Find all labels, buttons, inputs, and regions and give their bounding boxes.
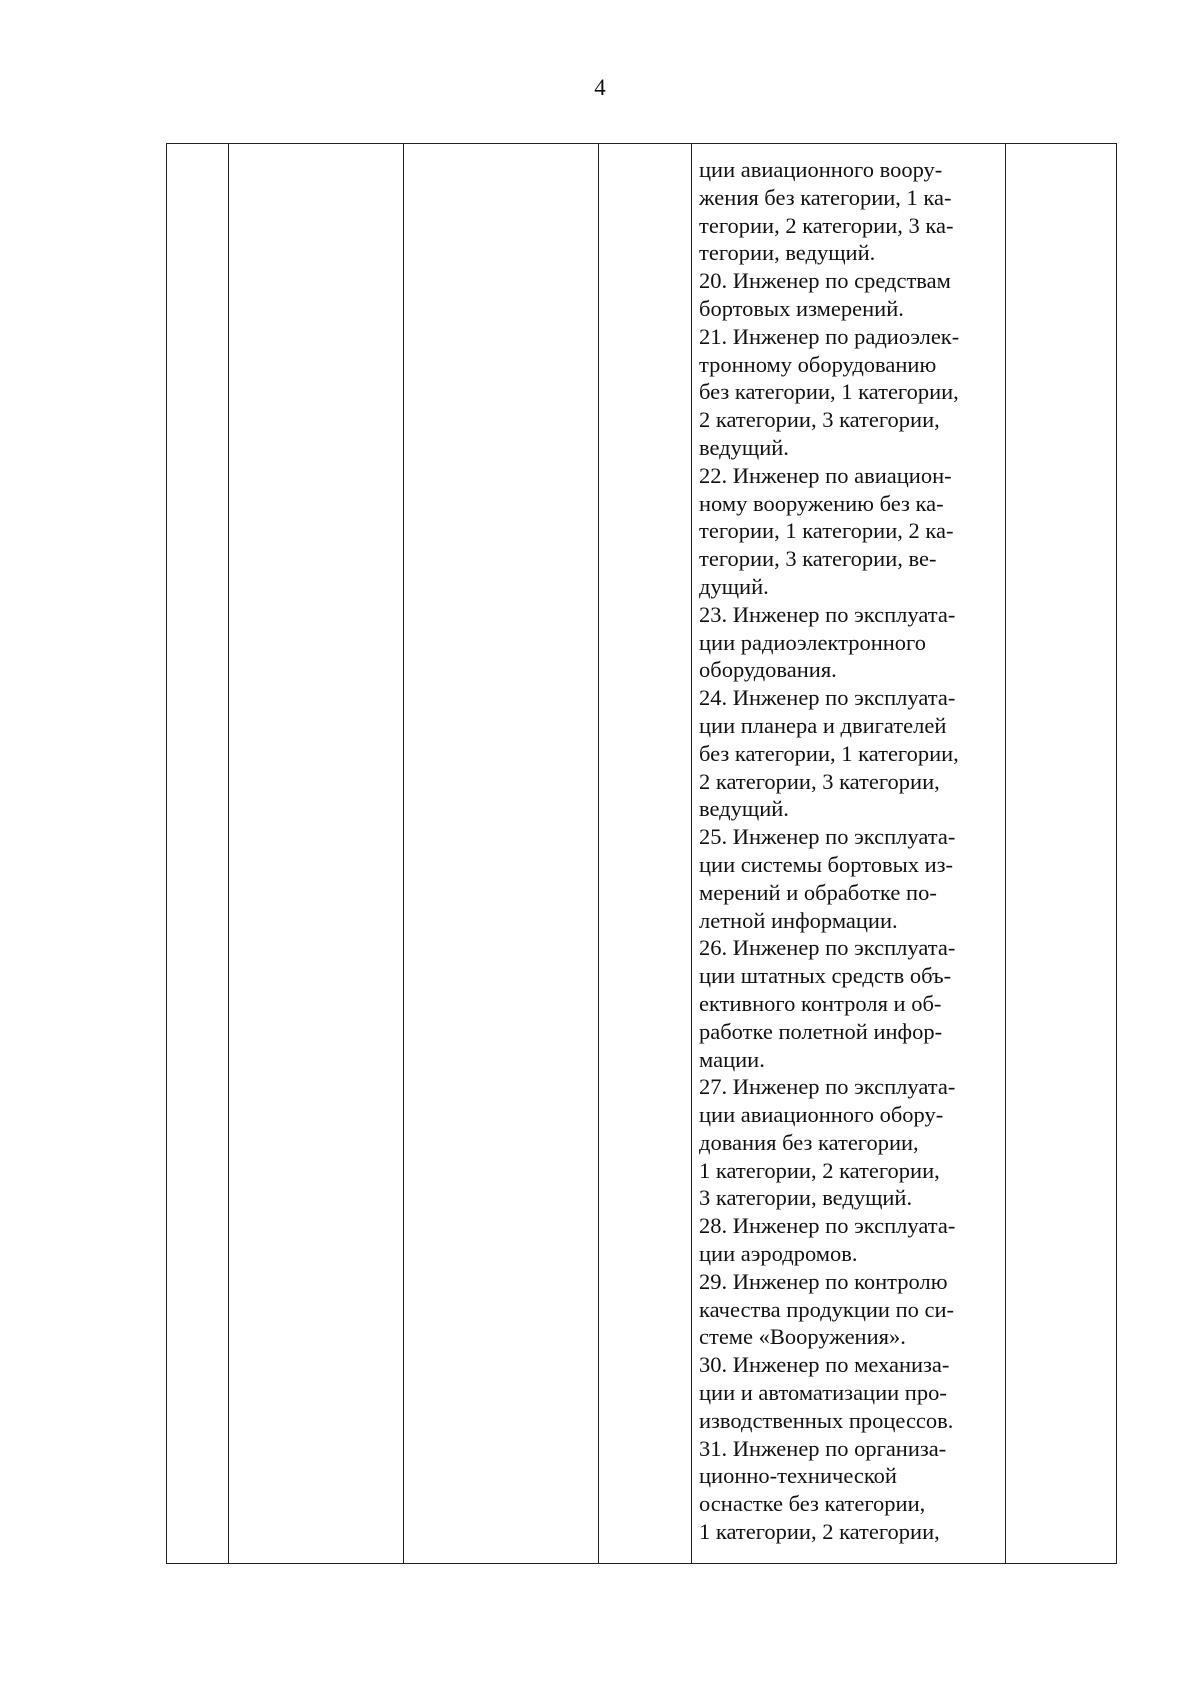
text-line: без категории, 1 категории, [699, 379, 959, 405]
text-line: ции и автоматизации про- [699, 1380, 947, 1406]
text-line: ведущий. [699, 796, 789, 822]
text-line: 22. Инженер по авиацион- [699, 462, 952, 488]
text-line: работке полетной инфор- [699, 1018, 943, 1044]
text-line: стеме «Вооружения». [699, 1324, 906, 1350]
text-line: изводственных процессов. [699, 1407, 954, 1433]
text-line: 21. Инженер по радиоэлек- [699, 323, 960, 349]
text-line: 2 категории, 3 категории, [699, 768, 940, 794]
text-line: ции штатных средств объ- [699, 963, 952, 989]
text-line: ведущий. [699, 434, 789, 460]
text-line: дущий. [699, 573, 769, 599]
text-line: 3 категории, ведущий. [699, 1185, 913, 1211]
text-line: 1 категории, 2 категории, [699, 1519, 940, 1545]
text-line: оснастке без категории, [699, 1491, 926, 1517]
text-line: тегории, 2 категории, 3 ка- [699, 212, 954, 238]
text-line: 29. Инженер по контролю [699, 1268, 948, 1294]
text-line: ции аэродромов. [699, 1241, 858, 1267]
text-line: мерений и обработке по- [699, 879, 937, 905]
text-line: ции радиоэлектронного [699, 629, 926, 655]
text-line: ции системы бортовых из- [699, 851, 954, 877]
text-line: тронному оборудованию [699, 351, 937, 377]
text-line: ции авиационного обору- [699, 1102, 944, 1128]
text-line: тегории, ведущий. [699, 240, 876, 266]
text-line: летной информации. [699, 907, 898, 933]
text-line: 27. Инженер по эксплуата- [699, 1074, 956, 1100]
table-cell-1 [167, 144, 229, 1564]
text-line: 25. Инженер по эксплуата- [699, 824, 956, 850]
text-line: ции планера и двигателей [699, 712, 947, 738]
positions-table [166, 143, 1117, 1564]
table-cell-2 [229, 144, 404, 1564]
text-line: ективного контроля и об- [699, 990, 942, 1016]
text-line: 2 категории, 3 категории, [699, 407, 940, 433]
text-line: качества продукции по си- [699, 1296, 955, 1322]
page-number: 4 [594, 75, 606, 100]
text-line: тегории, 3 категории, ве- [699, 546, 937, 572]
table-row [167, 144, 1117, 1564]
text-line: мации. [699, 1046, 765, 1072]
text-line: тегории, 1 категории, 2 ка- [699, 518, 954, 544]
text-line: ционно-технической [699, 1463, 897, 1489]
text-line: 23. Инженер по эксплуата- [699, 601, 956, 627]
text-line: бортовых измерений. [699, 295, 904, 321]
text-line: жения без категории, 1 ка- [699, 184, 952, 210]
text-line: 30. Инженер по механиза- [699, 1352, 950, 1378]
text-line: ному вооружению без ка- [699, 490, 944, 516]
text-line: дования без категории, [699, 1129, 919, 1155]
table-cell-4 [599, 144, 692, 1564]
text-line: без категории, 1 категории, [699, 740, 959, 766]
table-cell-6 [1006, 144, 1117, 1564]
text-line: 1 категории, 2 категории, [699, 1157, 940, 1183]
text-line: 26. Инженер по эксплуата- [699, 935, 956, 961]
text-line: 31. Инженер по организа- [699, 1435, 947, 1461]
text-line: ции авиационного воору- [699, 157, 943, 182]
positions-list-cell [692, 144, 1006, 1564]
text-line: 24. Инженер по эксплуата- [699, 685, 956, 711]
table-cell-3 [404, 144, 599, 1564]
positions-list [699, 156, 999, 1546]
text-line: оборудования. [699, 657, 837, 683]
text-line: 20. Инженер по средствам [699, 268, 951, 294]
text-line: 28. Инженер по эксплуата- [699, 1213, 956, 1239]
